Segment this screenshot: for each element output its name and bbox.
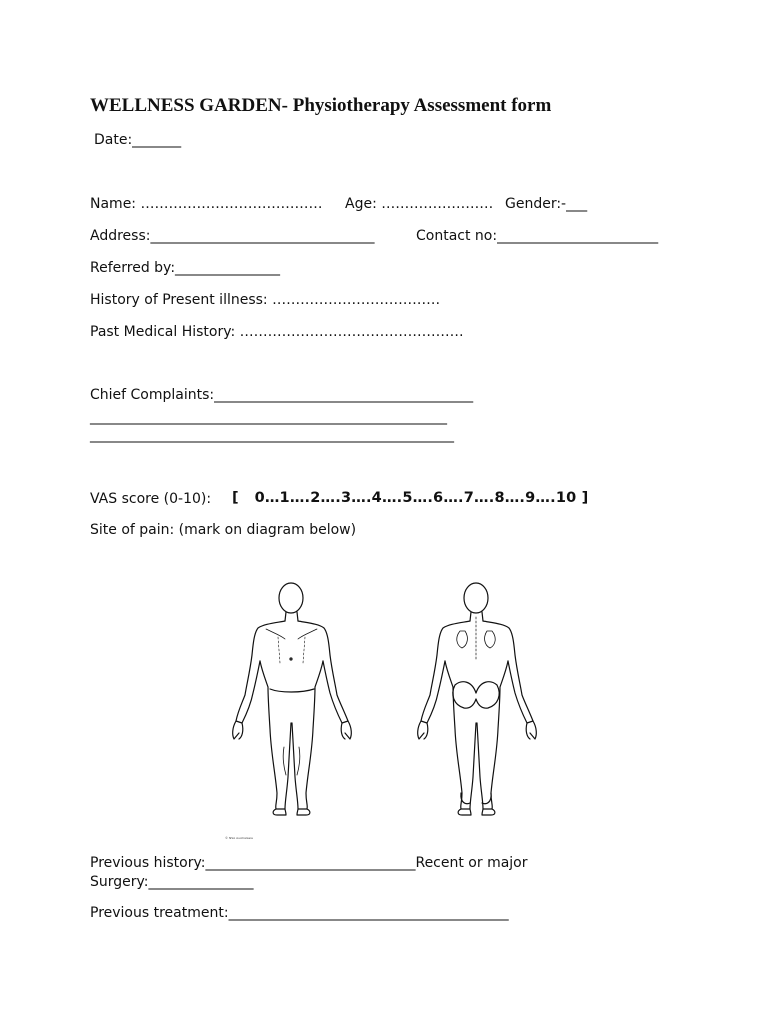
previous-history-field[interactable]: Previous history:______________________________Recent or major	[90, 855, 528, 871]
date-field[interactable]: Date:_______	[94, 132, 182, 148]
vas-score-scale[interactable]: [ 0…1….2….3….4….5….6….7….8….9….10 ]	[232, 490, 589, 506]
address-field[interactable]: Address:________________________________	[90, 228, 375, 244]
past-medical-history-field[interactable]: Past Medical History: …………………………………………	[90, 324, 464, 340]
chief-complaints-line-3[interactable]: ____________________________________________________	[90, 427, 454, 443]
body-back-view[interactable]	[418, 583, 537, 815]
site-of-pain-label: Site of pain: (mark on diagram below)	[90, 522, 357, 538]
name-field[interactable]: Name: …………………………………	[90, 196, 323, 212]
history-present-illness-field[interactable]: History of Present illness: ………………………………	[90, 292, 441, 308]
form-title: WELLNESS GARDEN- Physiotherapy Assessment form	[90, 95, 552, 116]
previous-treatment-field[interactable]: Previous treatment:________________________________________	[90, 905, 509, 921]
chief-complaints-field[interactable]: Chief Complaints:_____________________________________	[90, 387, 474, 403]
body-chart-diagram[interactable]	[222, 553, 544, 843]
vas-score-label: VAS score (0-10):	[90, 491, 212, 507]
referred-by-field[interactable]: Referred by:_______________	[90, 260, 281, 276]
chief-complaints-line-2[interactable]: ___________________________________________________	[90, 409, 447, 425]
age-field[interactable]: Age: ……………………	[345, 196, 494, 212]
surgery-field[interactable]: Surgery:_______________	[90, 874, 254, 890]
gender-field[interactable]: Gender:-___	[505, 196, 588, 212]
body-front-view[interactable]	[233, 583, 352, 815]
diagram-copyright-caption: © NSA Australasia	[225, 836, 253, 840]
contact-field[interactable]: Contact no:_______________________	[416, 228, 659, 244]
